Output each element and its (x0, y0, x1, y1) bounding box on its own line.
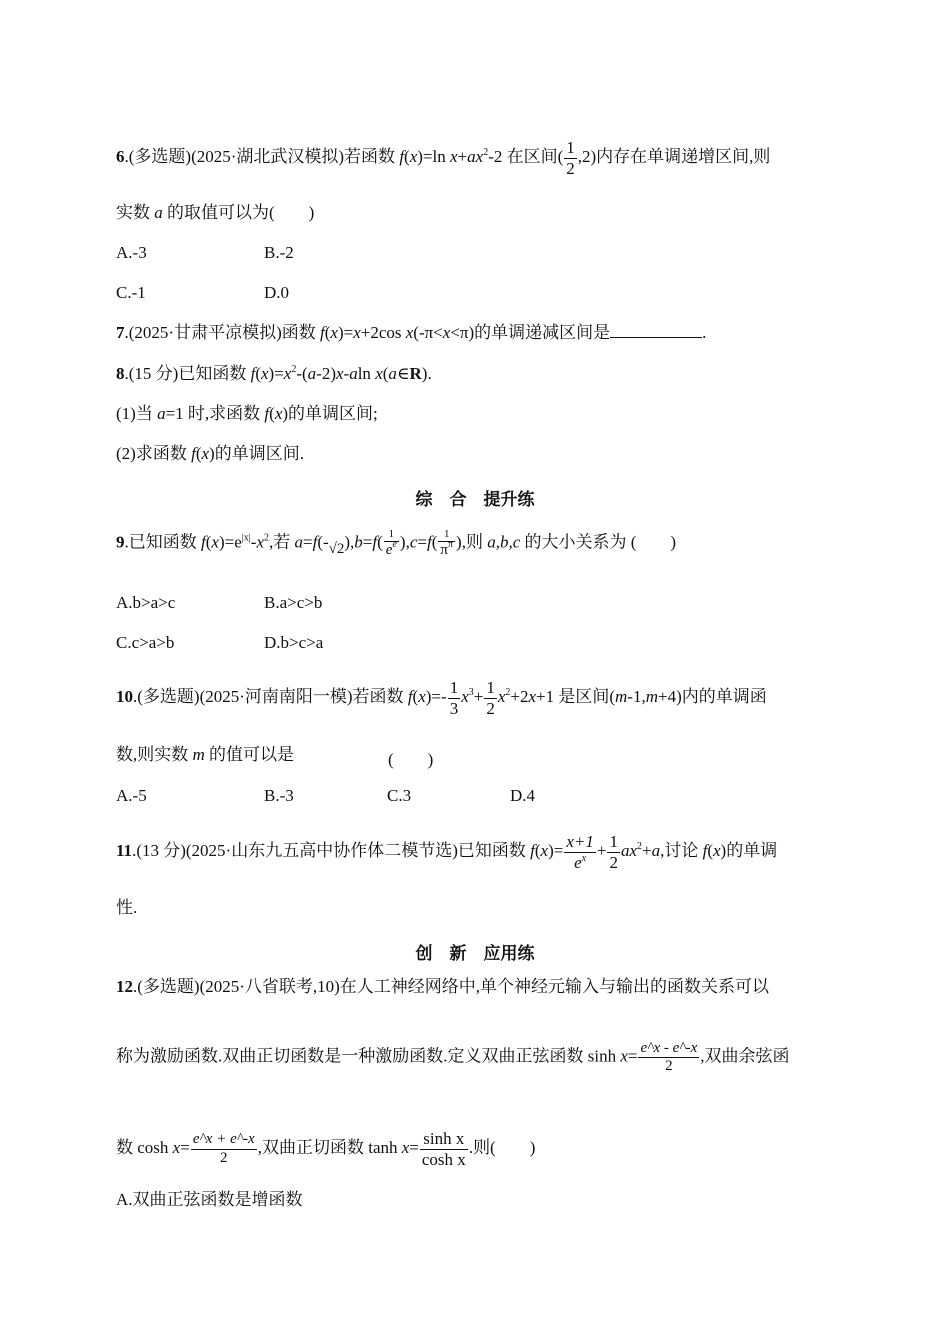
q7-line1: 7.(2025·甘肃平凉模拟)函数 f(x)=x+2cos x(-π<x<π)的单调递减区间是 . (116, 323, 707, 342)
q6-number: 6 (116, 146, 125, 166)
q12-number: 12 (116, 977, 133, 996)
q12-cosh-fraction: $\frac{e\^{}x + e\^{}-x}{2}$ (192, 1131, 255, 1166)
q10-number: 10 (116, 686, 133, 706)
q9-cube-root: √2 (328, 541, 345, 558)
q9-option-c: C.c>a>b (116, 633, 175, 652)
q6-line1: 6.(多选题)(2025·湖北武汉模拟)若函数 f(x)=ln $x+ax^2-2$ 在区间( $\frac{1}{2}$ ,2)内存在单调递增区间,则 (116, 138, 771, 178)
q9-number: 9 (116, 532, 125, 552)
q10-option-d: D.4 (510, 786, 536, 805)
q12-line3: 数 cosh x= $\frac{e\^{}x + e\^{}-x}{2}$ ,双曲正切函数 tanh x= $\frac{\text{sinh x}}{\text{cosh x}}$ .则( ) (116, 1129, 536, 1169)
q10-fraction-1: $\frac{1}{3}$ (449, 678, 459, 718)
q12-tanh-fraction: $\frac{\text{sinh x}}{\text{cosh x}}$ (421, 1129, 466, 1169)
q11-line1: 11.(13 分)(2025·山东九五高中协作体二模节选)已知函数 f(x)= $\frac{x+1}{e^x}$ + $\frac{1}{2}$ $ax^2+a$,讨论 f(x)的单调 (116, 832, 778, 872)
q8-sub1: (1)当 a=1 时,求函数 f(x)的单调区间; (116, 404, 378, 423)
q7-number: 7 (116, 323, 125, 342)
section-heading-innovation: 创 新 应用练 (415, 944, 535, 963)
q10-line2: 数,则实数 m 的值可以是 (116, 745, 295, 764)
q6-option-b: B.-2 (264, 243, 294, 262)
q11-fraction-1: $\frac{x+1}{e^x}$ (566, 832, 594, 872)
q8-line1: 8.(15 分)已知函数 $f(x)=x^2-(a-2)x$-aln x(a∈R). (116, 364, 432, 383)
q9-option-a: A.b>a>c (116, 593, 176, 612)
q11-number: 11 (116, 840, 133, 860)
q6-line2: 实数 a 的取值可以为( ) (116, 203, 315, 222)
q10-option-b: B.-3 (264, 786, 294, 805)
q9-option-d: D.b>c>a (264, 633, 324, 652)
q12-option-a: A.双曲正弦函数是增函数 (116, 1190, 303, 1209)
q9-line1: 9.已知函数 $f(x)=e^{|x|}-x^2$,若 a=f(-√2),b=f( $\frac{1}{e^e}$ ),c=f( $\frac{1}{\pi^\pi}$ ),则 a,b,c 的大小关系为 ( ) (116, 528, 677, 558)
section-heading-comprehensive: 综 合 提升练 (415, 490, 535, 509)
q9-fraction-b: $\frac{1}{e^e}$ (385, 528, 397, 558)
q10-fraction-2: $\frac{1}{2}$ (486, 678, 495, 718)
q6-fraction: $\frac{1}{2}$ (566, 138, 575, 178)
q10-line1: 10.(多选题)(2025·河南南阳一模)若函数 f(x)=- $\frac{1}{3}$ $x^3+$ $\frac{1}{2}$ $x^2+2x+1$ 是区间(m-1,m+4)内的单调函 (116, 678, 767, 718)
q9-fraction-c: $\frac{1}{\pi^\pi}$ (440, 528, 454, 558)
q8-sub2: (2)求函数 f(x)的单调区间. (116, 444, 304, 463)
q8-number: 8 (116, 364, 125, 383)
q6-option-c: C.-1 (116, 283, 146, 302)
q10-answer-paren: ( ) (388, 750, 434, 769)
q10-option-a: A.-5 (116, 786, 147, 805)
q6-option-a: A.-3 (116, 243, 147, 262)
q12-line2: 称为激励函数.双曲正切函数是一种激励函数.定义双曲正弦函数 sinh x= $\frac{e\^{}x - e\^{}-x}{2}$ ,双曲余弦函 (116, 1040, 790, 1075)
q7-answer-blank[interactable] (610, 323, 702, 338)
q6-option-d: D.0 (264, 283, 290, 302)
q10-option-c: C.3 (387, 786, 412, 805)
q11-line2: 性. (116, 898, 138, 917)
q9-option-b: B.a>c>b (264, 593, 323, 612)
q12-line1: 12.(多选题)(2025·八省联考,10)在人工神经网络中,单个神经元输入与输出的函数关系可以 (116, 977, 770, 996)
q11-fraction-2: $\frac{1}{2}$ (609, 832, 618, 872)
q12-sinh-fraction: $\frac{e\^{}x - e\^{}-x}{2}$ (640, 1040, 698, 1075)
